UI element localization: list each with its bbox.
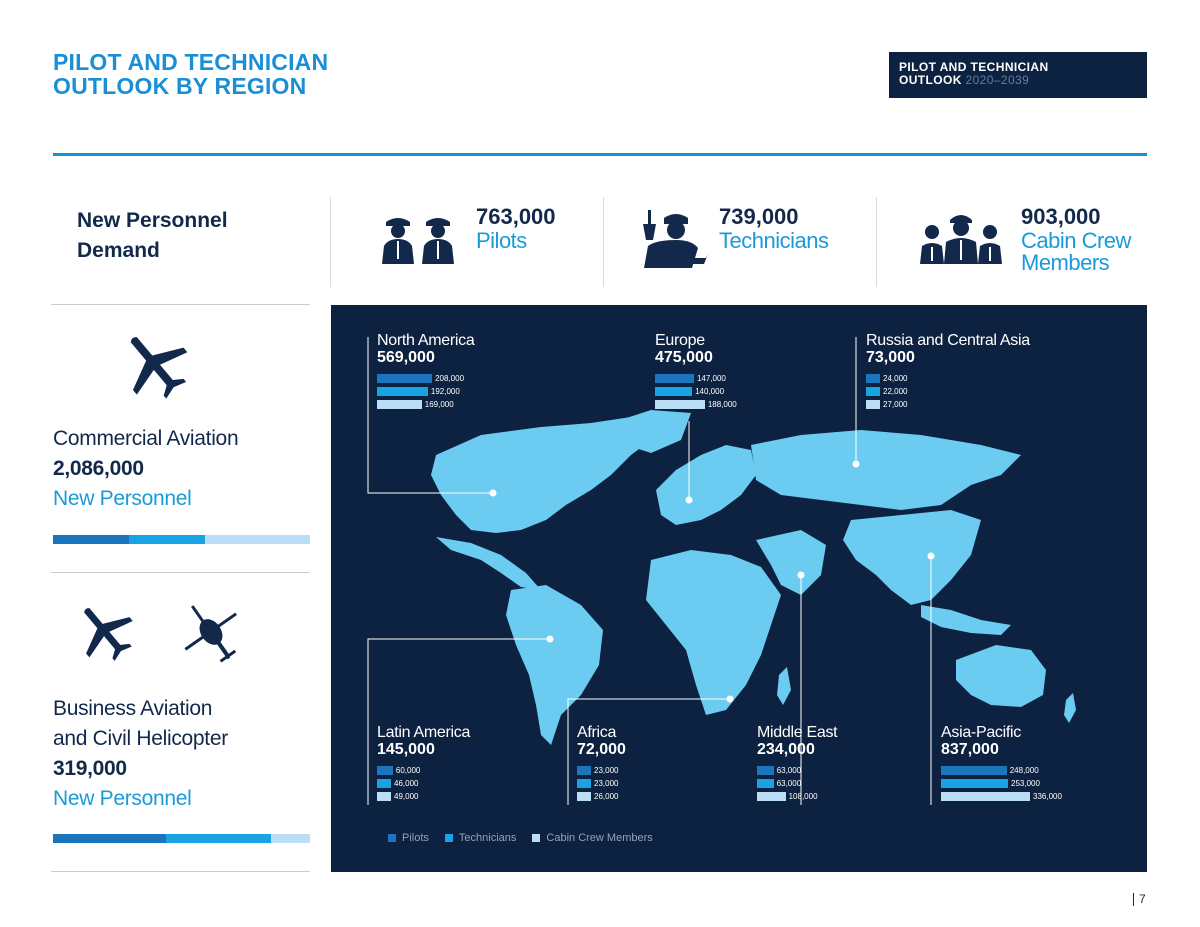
bar-technicians xyxy=(377,779,391,788)
region-middle-east xyxy=(757,725,837,803)
segment-sub: New Personnel xyxy=(53,487,192,510)
bar-value-label: 24,000 xyxy=(883,374,908,383)
bar-technicians xyxy=(577,779,591,788)
region-name: Europe xyxy=(655,332,705,349)
bar-value-label: 169,000 xyxy=(424,400,454,409)
dot-africa xyxy=(727,696,734,703)
region-total: 73,000 xyxy=(866,349,915,366)
bar-pilots xyxy=(866,374,880,383)
russia-land xyxy=(751,430,1021,510)
region-latin-america xyxy=(377,725,470,803)
segment-value: 2,086,000 xyxy=(53,457,144,480)
helicopter-icon xyxy=(178,600,244,664)
region-total: 475,000 xyxy=(655,349,713,366)
indonesia-land xyxy=(921,605,1011,635)
bar-cabin-crew xyxy=(377,400,422,409)
central-america-land xyxy=(436,537,541,590)
business-aviation-block xyxy=(53,694,228,814)
dot-north-america xyxy=(490,490,497,497)
bar-cabin-crew xyxy=(577,792,591,801)
bar-pilots xyxy=(941,766,1007,775)
australia-land xyxy=(956,645,1046,707)
bar-technicians xyxy=(941,779,1008,788)
bar-pilots xyxy=(577,766,591,775)
business-split-bar xyxy=(53,834,310,843)
dot-middle-east xyxy=(798,572,805,579)
bar-row xyxy=(377,398,474,411)
region-europe xyxy=(655,333,737,411)
commercial-split-bar xyxy=(53,535,310,544)
bar-value-label: 22,000 xyxy=(883,387,908,396)
bar-row xyxy=(941,777,1062,790)
kpi-value: 903,000 xyxy=(1021,204,1101,229)
bar-technicians xyxy=(757,779,774,788)
bar-row xyxy=(655,385,737,398)
bar-cabin-crew xyxy=(377,792,391,801)
demand-title xyxy=(77,206,228,266)
badge-line2: OUTLOOK xyxy=(899,73,962,87)
kpi-cabin-crew xyxy=(1021,204,1131,274)
technician-icon xyxy=(640,208,710,272)
bar-row xyxy=(757,790,837,803)
region-asia-pacific xyxy=(941,725,1062,803)
kpi-label-line1: Cabin Crew xyxy=(1021,228,1131,253)
dot-asia-pacific xyxy=(928,553,935,560)
region-name: North America xyxy=(377,332,475,349)
asia-land xyxy=(843,510,981,605)
divider xyxy=(876,197,877,287)
bar-value-label: 336,000 xyxy=(1033,792,1062,801)
bar-technicians xyxy=(866,387,880,396)
badge-years: 2020–2039 xyxy=(965,73,1030,87)
region-bars xyxy=(655,372,737,411)
bar-row xyxy=(377,777,470,790)
page-number: 7 xyxy=(1133,893,1146,906)
bar-pilots xyxy=(757,766,774,775)
legend-swatch xyxy=(445,834,453,842)
region-name: Asia-Pacific xyxy=(941,724,1021,741)
kpi-label: Technicians xyxy=(719,228,829,253)
dot-russia xyxy=(853,461,860,468)
bar-value-label: 253,000 xyxy=(1011,779,1040,788)
bar-row xyxy=(757,777,837,790)
demand-title-line2: Demand xyxy=(77,239,160,262)
chart-legend xyxy=(388,832,653,844)
split-bar-cabin-crew xyxy=(271,834,310,843)
bar-value-label: 192,000 xyxy=(430,387,460,396)
region-bars xyxy=(866,372,1030,411)
legend-swatch xyxy=(388,834,396,842)
bar-value-label: 60,000 xyxy=(395,766,421,775)
legend-item-pilots xyxy=(388,832,429,844)
bar-value-label: 208,000 xyxy=(435,374,465,383)
divider xyxy=(51,871,310,872)
madagascar-land xyxy=(777,667,791,705)
report-badge xyxy=(889,52,1147,98)
region-bars xyxy=(377,764,470,803)
segment-label-line1: Business Aviation xyxy=(53,697,213,720)
airplane-icon xyxy=(72,602,138,662)
bar-row xyxy=(577,790,626,803)
region-total: 234,000 xyxy=(757,741,815,758)
page-title-line1: PILOT AND TECHNICIAN xyxy=(53,49,329,75)
region-bars xyxy=(941,764,1062,803)
bar-pilots xyxy=(377,374,432,383)
bar-value-label: 147,000 xyxy=(696,374,726,383)
bar-pilots xyxy=(377,766,393,775)
header-divider xyxy=(53,153,1147,156)
kpi-value: 763,000 xyxy=(476,204,556,229)
region-total: 145,000 xyxy=(377,741,435,758)
bar-cabin-crew xyxy=(757,792,786,801)
split-bar-pilots xyxy=(53,834,166,843)
bar-row xyxy=(377,764,470,777)
page-title-line2: OUTLOOK BY REGION xyxy=(53,73,307,99)
bar-value-label: 46,000 xyxy=(394,779,419,788)
split-bar-cabin-crew xyxy=(205,535,310,544)
region-russia-central-asia xyxy=(866,333,1030,411)
europe-land xyxy=(656,445,756,525)
badge-line1: PILOT AND TECHNICIAN xyxy=(899,60,1049,74)
bar-value-label: 26,000 xyxy=(594,792,619,801)
demand-title-line1: New Personnel xyxy=(77,209,228,232)
region-name: Latin America xyxy=(377,724,471,741)
legend-swatch xyxy=(532,834,540,842)
region-north-america xyxy=(377,333,474,411)
divider xyxy=(51,304,310,305)
region-bars xyxy=(757,764,837,803)
bar-value-label: 63,000 xyxy=(776,779,802,788)
bar-technicians xyxy=(655,387,692,396)
split-bar-technicians xyxy=(166,834,271,843)
new-zealand-land xyxy=(1064,693,1076,723)
segment-value: 319,000 xyxy=(53,757,127,780)
kpi-pilots xyxy=(476,204,556,252)
bar-cabin-crew xyxy=(866,400,880,409)
bar-value-label: 23,000 xyxy=(594,779,619,788)
dot-latin-america xyxy=(547,636,554,643)
south-america-land xyxy=(506,585,603,745)
segment-label-line2: and Civil Helicopter xyxy=(53,727,228,750)
legend-label: Pilots xyxy=(402,832,429,844)
regional-map-panel xyxy=(331,305,1147,872)
legend-label: Technicians xyxy=(458,832,517,844)
africa-land xyxy=(646,550,781,715)
kpi-technicians xyxy=(719,204,828,252)
bar-row xyxy=(941,790,1062,803)
pilots-icon xyxy=(380,214,460,266)
bar-row xyxy=(866,398,1030,411)
bar-value-label: 63,000 xyxy=(776,766,802,775)
kpi-label-line2: Members xyxy=(1021,250,1110,275)
bar-row xyxy=(655,398,737,411)
bar-row xyxy=(377,385,474,398)
split-bar-pilots xyxy=(53,535,129,544)
bar-row xyxy=(941,764,1062,777)
legend-item-technicians xyxy=(445,832,516,844)
region-name: Middle East xyxy=(757,724,838,741)
bar-technicians xyxy=(377,387,428,396)
legend-item-cabin-crew xyxy=(532,832,652,844)
bar-value-label: 248,000 xyxy=(1009,766,1039,775)
dot-europe xyxy=(686,497,693,504)
divider xyxy=(51,572,310,573)
bar-value-label: 188,000 xyxy=(707,400,737,409)
segment-sub: New Personnel xyxy=(53,787,192,810)
bar-cabin-crew xyxy=(655,400,705,409)
region-name: Russia and Central Asia xyxy=(866,332,1030,349)
bar-row xyxy=(377,372,474,385)
bar-value-label: 108,000 xyxy=(788,792,818,801)
region-total: 72,000 xyxy=(577,741,626,758)
region-bars xyxy=(577,764,626,803)
region-bars xyxy=(377,372,474,411)
region-total: 837,000 xyxy=(941,741,999,758)
kpi-label: Pilots xyxy=(476,228,527,253)
segment-label: Commercial Aviation xyxy=(53,427,239,450)
legend-label: Cabin Crew Members xyxy=(546,832,653,844)
region-name: Africa xyxy=(577,724,617,741)
bar-row xyxy=(866,385,1030,398)
bar-row xyxy=(655,372,737,385)
bar-row xyxy=(757,764,837,777)
bar-pilots xyxy=(655,374,694,383)
world-map-land xyxy=(431,410,1076,745)
split-bar-technicians xyxy=(129,535,205,544)
bar-row xyxy=(377,790,470,803)
region-africa xyxy=(577,725,626,803)
airplane-icon xyxy=(118,330,192,400)
divider xyxy=(330,197,331,287)
bar-cabin-crew xyxy=(941,792,1030,801)
bar-row xyxy=(577,764,626,777)
bar-value-label: 23,000 xyxy=(594,766,619,775)
bar-row xyxy=(866,372,1030,385)
bar-value-label: 49,000 xyxy=(394,792,419,801)
page-title xyxy=(53,50,328,98)
cabin-crew-icon xyxy=(918,210,1004,266)
region-total: 569,000 xyxy=(377,349,435,366)
divider xyxy=(603,197,604,287)
bar-value-label: 27,000 xyxy=(883,400,908,409)
bar-value-label: 140,000 xyxy=(695,387,725,396)
commercial-aviation-block xyxy=(53,424,238,514)
bar-row xyxy=(577,777,626,790)
kpi-value: 739,000 xyxy=(719,204,799,229)
